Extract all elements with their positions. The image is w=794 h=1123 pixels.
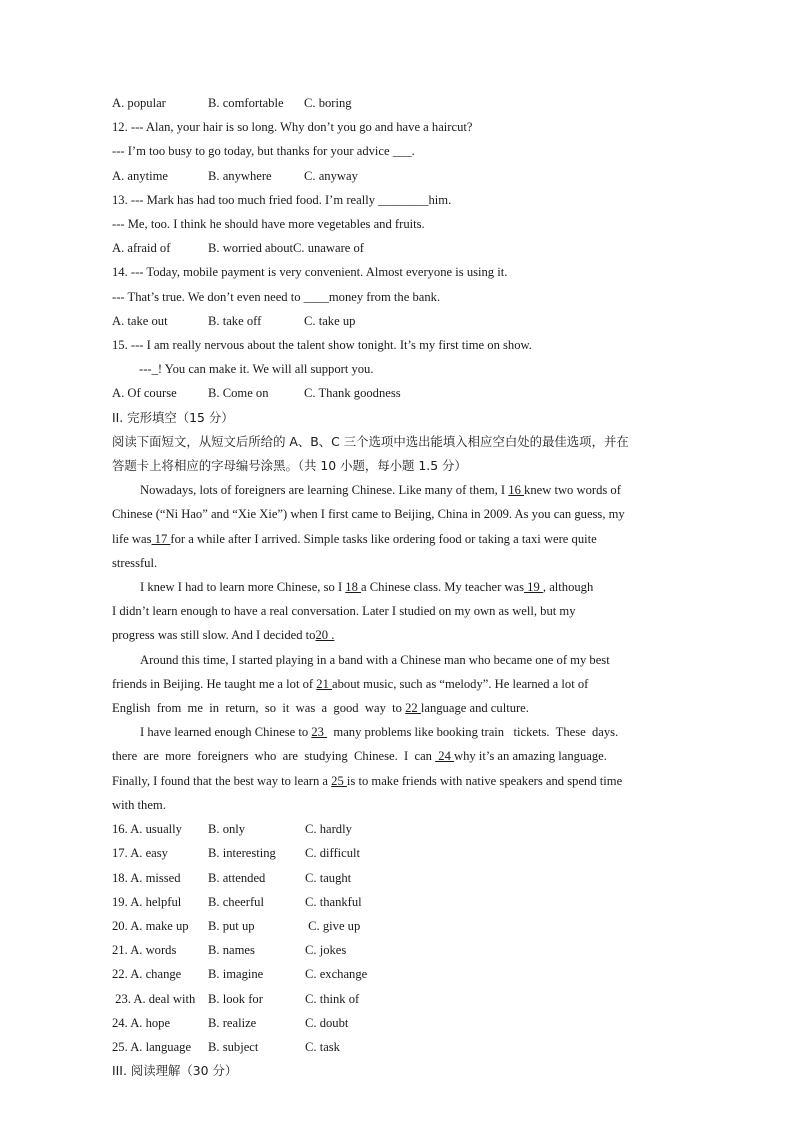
q15-options bbox=[112, 381, 700, 405]
passage-line bbox=[112, 527, 700, 551]
q15-reply: ---_! You can make it. We will all support you. bbox=[139, 362, 374, 377]
option-b: B. take off bbox=[208, 313, 262, 328]
text-run: for a while after I arrived. Simple tasks like ordering food or taking a taxi were quite bbox=[170, 531, 597, 546]
option-a: A. take out bbox=[112, 313, 168, 328]
passage-paragraph-2 bbox=[112, 575, 700, 648]
q12-reply: --- I’m too busy to go today, but thanks for your advice ___. bbox=[112, 144, 415, 159]
blank-19: 19 bbox=[524, 580, 543, 595]
option-a: A. Of course bbox=[112, 386, 177, 401]
q14-stem: 14. --- Today, mobile payment is very convenient. Almost everyone is using it. bbox=[112, 265, 508, 280]
option-a: 18. A. missed bbox=[112, 870, 181, 885]
cloze-options-list bbox=[112, 817, 700, 1059]
text-run: knew two words of bbox=[524, 483, 621, 498]
passage-line: Chinese (“Ni Hao” and “Xie Xie”) when I first came to Beijing, China in 2009. As you can guess, my bbox=[112, 507, 625, 522]
document-content bbox=[112, 91, 700, 1083]
passage-line bbox=[112, 575, 700, 599]
cloze-option-row bbox=[112, 866, 700, 890]
cloze-option-row bbox=[112, 817, 700, 841]
blank-21: 21 bbox=[316, 676, 333, 691]
option-c: C. thankful bbox=[305, 894, 362, 909]
option-b: B. put up bbox=[208, 918, 255, 933]
cloze-option-row bbox=[112, 841, 700, 865]
text-run: English from me in return, so it was a good way to bbox=[112, 701, 406, 716]
option-a: A. popular bbox=[112, 96, 166, 110]
q14-options bbox=[112, 309, 700, 333]
option-a: 23. A. deal with bbox=[112, 991, 196, 1006]
option-b: B. Come on bbox=[208, 386, 269, 401]
text-run: is to make friends with native speakers and spend time bbox=[346, 773, 623, 788]
option-c: C. Thank goodness bbox=[304, 386, 401, 401]
option-c: C. take up bbox=[304, 313, 356, 328]
text-run: a Chinese class. My teacher was bbox=[361, 580, 525, 595]
blank-24: 24 bbox=[435, 749, 455, 764]
option-b: B. comfortable bbox=[208, 96, 284, 110]
q14-reply: --- That’s true. We don’t even need to ____money from the bank. bbox=[112, 289, 441, 304]
option-c: C. task bbox=[305, 1039, 340, 1054]
text-run: about music, such as “melody”. He learned a lot of bbox=[332, 676, 589, 691]
option-b: B. cheerful bbox=[208, 894, 264, 909]
blank-23: 23 bbox=[311, 725, 328, 740]
text-run: , although bbox=[542, 580, 594, 595]
option-a: 24. A. hope bbox=[112, 1015, 171, 1030]
q15-stem: 15. --- I am really nervous about the talent show tonight. It’s my first time on show. bbox=[112, 338, 532, 353]
option-a: 20. A. make up bbox=[112, 918, 189, 933]
option-a: 21. A. words bbox=[112, 943, 177, 958]
q13-options bbox=[112, 236, 700, 260]
passage-line: stressful. bbox=[112, 555, 158, 570]
passage-line: with them. bbox=[112, 797, 166, 812]
option-a: A. afraid of bbox=[112, 241, 171, 256]
section-3-heading: III. 阅读理解（30 分） bbox=[112, 1063, 238, 1079]
q12-options bbox=[112, 164, 700, 188]
option-c: C. think of bbox=[305, 991, 360, 1006]
option-b: B. interesting bbox=[208, 846, 276, 861]
q13-reply: --- Me, too. I think he should have more vegetables and fruits. bbox=[112, 217, 425, 232]
text-run: language and culture. bbox=[420, 701, 529, 716]
cloze-option-row bbox=[112, 1035, 700, 1059]
passage-paragraph-3 bbox=[112, 648, 700, 721]
option-c: C. difficult bbox=[305, 846, 361, 861]
text-run: friends in Beijing. He taught me a lot of bbox=[112, 676, 317, 691]
option-b: B. only bbox=[208, 822, 246, 837]
section-2-instruction-line-2: 答题卡上将相应的字母编号涂黑。（共 10 小题，每小题 1.5 分） bbox=[112, 458, 467, 474]
cloze-option-row bbox=[112, 962, 700, 986]
text-run: I knew I had to learn more Chinese, so I bbox=[140, 580, 346, 595]
option-b: B. attended bbox=[208, 870, 266, 885]
blank-18: 18 bbox=[345, 580, 362, 595]
option-c: C. hardly bbox=[305, 822, 352, 837]
text-run: Finally, I found that the best way to learn a bbox=[112, 773, 332, 788]
passage-line: I didn’t learn enough to have a real conversation. Later I studied on my own as well, but my bbox=[112, 604, 576, 619]
section-2-heading: II. 完形填空（15 分） bbox=[112, 409, 234, 425]
option-b: B. subject bbox=[208, 1039, 259, 1054]
cloze-option-row bbox=[112, 938, 700, 962]
option-a: 16. A. usually bbox=[112, 822, 182, 837]
option-b: B. names bbox=[208, 943, 255, 958]
passage-paragraph-4 bbox=[112, 720, 700, 817]
option-a: 25. A. language bbox=[112, 1039, 192, 1054]
cloze-option-row bbox=[112, 1011, 700, 1035]
option-c: C. give up bbox=[305, 918, 361, 933]
passage-line bbox=[112, 623, 700, 647]
option-c: C. jokes bbox=[305, 943, 347, 958]
blank-20: 20 . bbox=[315, 628, 335, 643]
option-c: C. unaware of bbox=[293, 241, 364, 256]
option-b: B. anywhere bbox=[208, 168, 272, 183]
passage-line: Around this time, I started playing in a band with a Chinese man who became one of my best bbox=[140, 652, 610, 667]
option-b: B. look for bbox=[208, 991, 263, 1006]
option-a: 22. A. change bbox=[112, 967, 182, 982]
text-run: why it’s an amazing language. bbox=[454, 749, 607, 764]
passage-paragraph-1 bbox=[112, 478, 700, 575]
option-b: B. realize bbox=[208, 1015, 257, 1030]
option-c: C. doubt bbox=[305, 1015, 349, 1030]
option-a: 17. A. easy bbox=[112, 846, 168, 861]
text-run: progress was still slow. And I decided to bbox=[112, 628, 316, 643]
cloze-option-row bbox=[112, 914, 700, 938]
cloze-option-row bbox=[112, 987, 700, 1011]
passage-line bbox=[112, 744, 700, 768]
option-b: B. imagine bbox=[208, 967, 264, 982]
blank-22: 22 bbox=[405, 701, 421, 716]
option-a: 19. A. helpful bbox=[112, 894, 182, 909]
passage-line bbox=[112, 720, 700, 744]
option-c: C. boring bbox=[304, 96, 352, 110]
section-2-instruction-line-1: 阅读下面短文，从短文后所给的 A、B、C 三个选项中选出能填入相应空白处的最佳选项，并在 bbox=[112, 433, 629, 449]
passage-line bbox=[112, 696, 700, 720]
option-c: C. taught bbox=[305, 870, 352, 885]
blank-16: 16 bbox=[508, 483, 525, 498]
text-run: life was bbox=[112, 531, 152, 546]
passage-line bbox=[112, 672, 700, 696]
text-run: I have learned enough Chinese to bbox=[140, 725, 312, 740]
text-run: many problems like booking train tickets. These days. bbox=[327, 725, 619, 740]
text-run: there are more foreigners who are studying Chinese. I can bbox=[112, 749, 436, 764]
passage-line bbox=[112, 769, 700, 793]
option-b: B. worried about bbox=[208, 241, 293, 256]
option-c: C. exchange bbox=[305, 967, 368, 982]
option-c: C. anyway bbox=[304, 168, 358, 183]
text-run: Nowadays, lots of foreigners are learning Chinese. Like many of them, I bbox=[140, 483, 506, 498]
passage-line bbox=[112, 478, 700, 502]
q13-stem: 13. --- Mark has had too much fried food. I’m really ________him. bbox=[112, 192, 452, 207]
option-a: A. anytime bbox=[112, 168, 168, 183]
blank-17: 17 bbox=[151, 531, 171, 546]
q12-stem: 12. --- Alan, your hair is so long. Why don’t you go and have a haircut? bbox=[112, 120, 473, 135]
blank-25: 25 bbox=[331, 773, 347, 788]
cloze-option-row bbox=[112, 890, 700, 914]
q11-options bbox=[112, 91, 700, 115]
